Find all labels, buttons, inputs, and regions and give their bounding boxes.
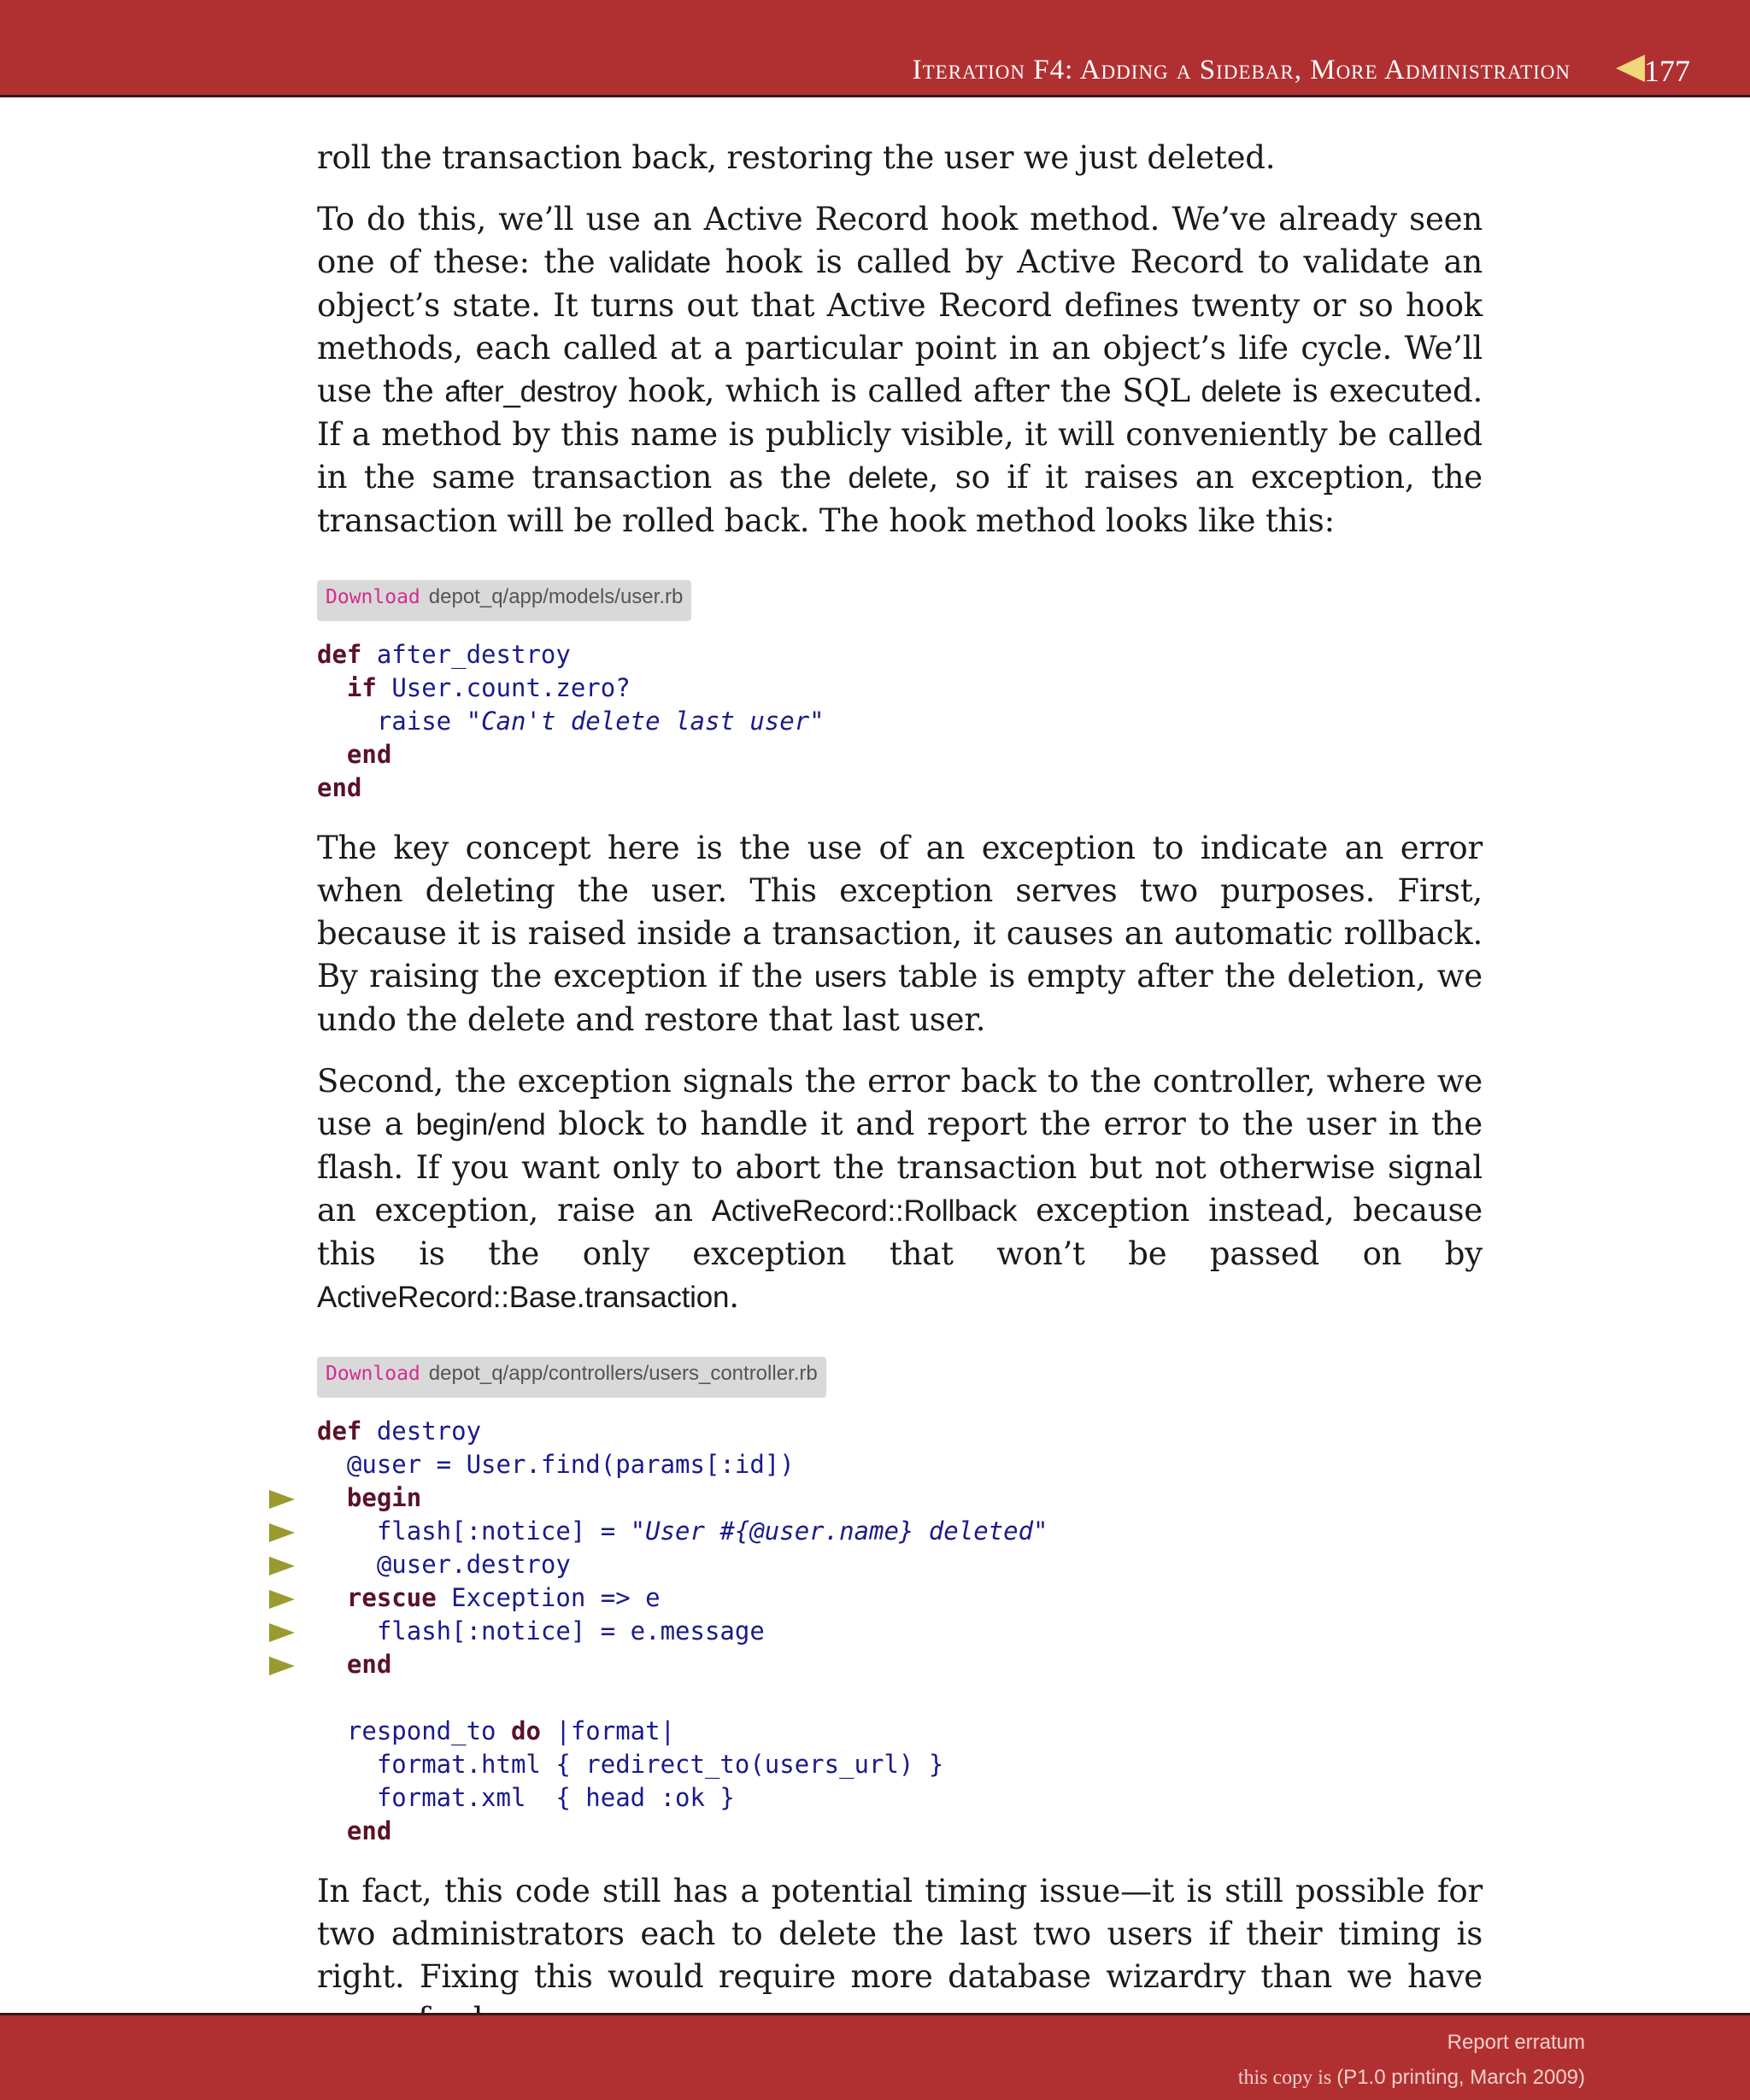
code-token: end — [317, 1816, 392, 1845]
text-run: The key concept here is the use of an exception to indicate an error when deleting the user. This exception serves two purposes. First, because it is raised inside a transaction, it causes an automatic rollback. By raising the exception if the — [317, 830, 1483, 994]
printing-info: (P1.0 printing, March 2009) — [1336, 2066, 1585, 2089]
report-erratum-link[interactable]: Report erratum — [1447, 2031, 1585, 2054]
text-run: roll the transaction back, restoring the user we just deleted. — [317, 139, 1276, 176]
code-token: destroy — [376, 1417, 482, 1446]
inline-code: ActiveRecord::Rollback — [711, 1194, 1018, 1228]
code-line — [317, 672, 1483, 705]
code-token: raise — [317, 707, 467, 736]
code-line — [317, 1715, 1483, 1748]
changed-line-marker-icon — [269, 1657, 295, 1675]
inline-code: users — [813, 960, 887, 994]
code-token: respond_to — [317, 1716, 511, 1745]
code-token: Exception => e — [451, 1583, 661, 1612]
code-token: after_destroy — [376, 640, 571, 669]
text-run: . — [729, 1278, 739, 1315]
copy-info — [1238, 2065, 1585, 2090]
code-line — [317, 1448, 1483, 1481]
code-token: format.xml { head :ok } — [317, 1783, 735, 1812]
code-line — [317, 1515, 1483, 1548]
code-token: do — [510, 1716, 556, 1745]
code-token: def — [317, 1417, 377, 1446]
download-link-users-controller[interactable] — [317, 1357, 826, 1398]
paragraph-4 — [317, 1060, 1483, 1319]
code-token: |format| — [555, 1716, 676, 1745]
text-run: Second, the exception signals the error back to the controller, where we use a — [317, 1063, 1483, 1142]
chapter-title: Iteration F4: Adding a Sidebar, More Administration — [912, 55, 1571, 85]
code-block-user-model — [317, 638, 1483, 805]
code-line — [317, 1581, 1483, 1615]
text-run: block to handle it and report the error to the user in the flash. If you want only to abort the transaction but not otherwise signal an exception, raise an — [317, 1106, 1483, 1229]
code-line — [317, 1681, 1483, 1715]
page-body — [317, 137, 1483, 2060]
text-run: hook, which is called after the SQL — [617, 372, 1201, 409]
inline-code: begin/end — [415, 1108, 546, 1141]
page-arrow-icon — [1616, 55, 1645, 82]
text-run: hook is called by Active Record to validate an object’s state. It turns out that Active Record defines twenty or so hook methods, each called at a particular point in an object’s life cycle. We’ll use the — [317, 243, 1483, 409]
code-token: flash[:notice] = — [317, 1516, 631, 1546]
code-token: "Can't delete last user" — [466, 707, 825, 736]
code-line — [317, 738, 1483, 771]
changed-line-marker-icon — [269, 1557, 295, 1575]
changed-line-marker-icon — [269, 1590, 295, 1609]
code-token: end — [317, 740, 392, 769]
code-line — [317, 705, 1483, 738]
page-header — [0, 0, 1750, 97]
paragraph-2 — [317, 198, 1483, 543]
code-line — [317, 1748, 1483, 1781]
text-run: , so if it raises an exception, the transaction will be rolled back. The hook method looks like this: — [317, 459, 1483, 539]
code-line — [317, 1548, 1483, 1581]
code-token: end — [317, 1650, 392, 1679]
code-line — [317, 1481, 1483, 1515]
code-token: format.html { redirect_to(users_url) } — [317, 1750, 944, 1779]
code-token: flash[:notice] = e.message — [317, 1616, 765, 1645]
code-line — [317, 1815, 1483, 1848]
code-line — [317, 638, 1483, 672]
code-token: @user.destroy — [317, 1550, 571, 1579]
page-footer — [0, 2013, 1750, 2100]
code-line — [317, 1781, 1483, 1815]
code-token: @user = User.find(params[:id]) — [317, 1450, 795, 1479]
inline-code: validate — [608, 246, 712, 279]
inline-code: after_destroy — [444, 375, 618, 408]
download-label[interactable]: Download — [326, 586, 420, 608]
paragraph-1 — [317, 137, 1483, 179]
inline-code: delete — [1201, 375, 1282, 408]
code-block-users-controller — [317, 1415, 1483, 1848]
code-token: end — [317, 773, 362, 802]
code-line — [317, 1415, 1483, 1448]
download-label[interactable]: Download — [326, 1363, 420, 1385]
code-line — [317, 771, 1483, 805]
changed-line-marker-icon — [269, 1490, 295, 1509]
download-path[interactable]: depot_q/app/models/user.rb — [428, 585, 684, 608]
text-run: In fact, this code still has a potential timing issue—it is still possible for two administrators each to delete the last two users if their timing is right. Fixing this would require more database wizardry than we have — [317, 1873, 1483, 1995]
inline-code: delete — [848, 461, 929, 495]
text-run: To do this, we’ll use an Active Record hook method. We’ve already seen one of these: the — [317, 201, 1483, 280]
code-line — [317, 1615, 1483, 1648]
code-token: def — [317, 640, 377, 669]
page-number: 177 — [1644, 54, 1690, 88]
code-line — [317, 1648, 1483, 1681]
text-run: table is empty after the deletion, we undo the delete and restore that last user. — [317, 958, 1483, 1038]
text-run: is executed. If a method by this name is publicly visible, it will conveniently be called in the same transaction as the — [317, 372, 1483, 496]
code-token: rescue — [317, 1583, 452, 1612]
code-token: "User #{@user.name} deleted" — [630, 1516, 1048, 1546]
download-path[interactable]: depot_q/app/controllers/users_controller.rb — [428, 1362, 818, 1385]
copy-prefix: this copy is — [1237, 2067, 1337, 2089]
download-link-user-model[interactable] — [317, 580, 691, 621]
paragraph-3 — [317, 827, 1483, 1041]
inline-code: ActiveRecord::Base.transaction — [317, 1281, 730, 1314]
code-token: User.count.zero? — [391, 673, 631, 702]
code-token: if — [317, 673, 392, 702]
changed-line-marker-icon — [269, 1623, 295, 1642]
code-token: begin — [317, 1483, 422, 1512]
text-run: exception instead, because this is the only exception that won’t be passed on by — [317, 1192, 1483, 1272]
changed-line-marker-icon — [269, 1523, 295, 1542]
